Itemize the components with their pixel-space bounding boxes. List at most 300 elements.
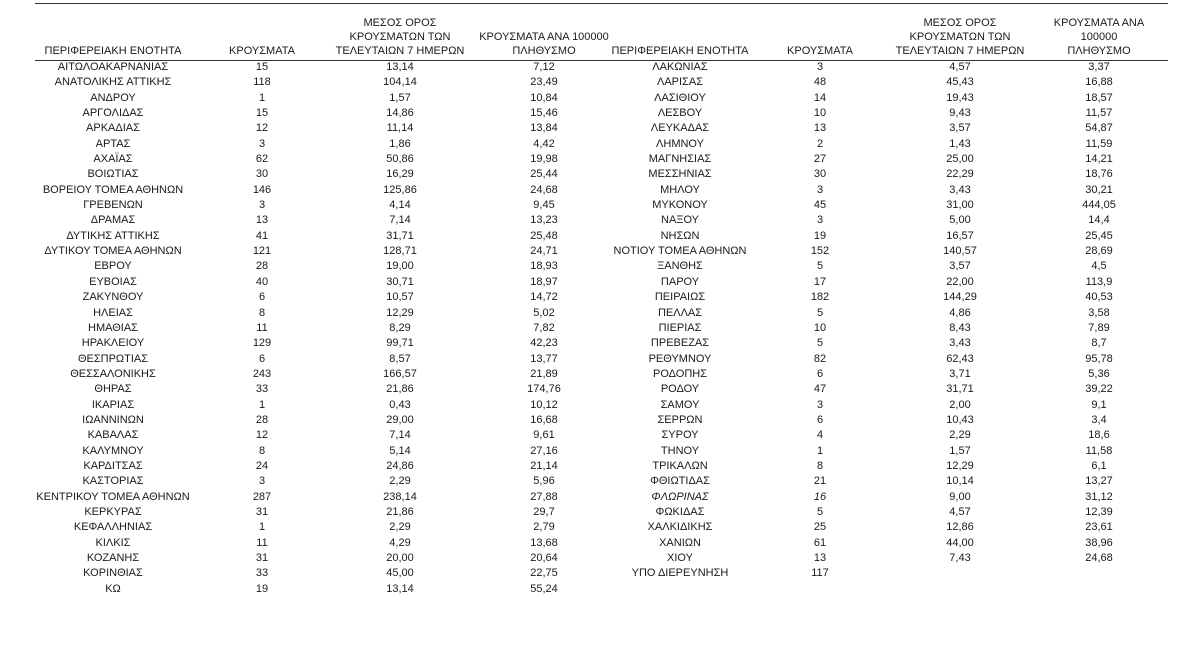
cell-avg7: 5,00 <box>949 214 971 227</box>
cell-avg7: 104,14 <box>383 76 417 89</box>
cell-per100k: 22,75 <box>530 567 558 580</box>
cell-per100k: 13,84 <box>530 122 558 135</box>
cell-avg7: 128,71 <box>383 245 417 258</box>
cell-per100k: 24,68 <box>1085 552 1113 564</box>
cell-region: ΡΕΘΥΜΝΟΥ <box>648 352 712 365</box>
cell-region: ΤΗΝΟΥ <box>660 444 700 457</box>
cell-avg7: 7,43 <box>949 552 971 564</box>
cell-cases: 19 <box>255 582 269 595</box>
cell-per100k: 23,49 <box>530 76 558 89</box>
table-row <box>605 75 1163 90</box>
cell-per100k: 21,89 <box>530 367 558 380</box>
cell-region: ΛΕΣΒΟΥ <box>657 107 703 120</box>
cell-avg7: 44,00 <box>946 536 974 549</box>
cell-avg7: 4,57 <box>949 61 971 73</box>
left-rows <box>35 60 621 597</box>
cell-cases: 117 <box>811 567 829 580</box>
cell-cases: 10 <box>813 321 827 334</box>
cell-region: ΣΥΡΟΥ <box>661 429 699 442</box>
header-avg7: ΜΕΣΟΣ ΟΡΟΣ ΚΡΟΥΣΜΑΤΩΝ ΤΩΝ ΤΕΛΕΥΤΑΙΩΝ 7 ΗΜΕΡΩΝ <box>895 17 1025 57</box>
cell-per100k: 11,59 <box>1085 137 1113 150</box>
cell-cases: 3 <box>816 214 824 227</box>
cell-avg7: 8,57 <box>389 352 411 365</box>
cell-per100k: 27,16 <box>530 444 558 457</box>
table-row <box>35 183 621 198</box>
cell-avg7: 4,29 <box>389 536 411 549</box>
cell-per100k: 10,84 <box>530 91 558 104</box>
table-row <box>605 520 1163 535</box>
cell-region: ΠΕΛΛΑΣ <box>657 306 703 319</box>
table-row <box>605 459 1163 474</box>
cell-cases: 28 <box>255 413 269 426</box>
cell-cases: 15 <box>255 107 269 120</box>
cell-cases: 8 <box>816 459 824 472</box>
cell-region: ΒΟΙΩΤΙΑΣ <box>87 168 139 181</box>
cell-region: ΑΡΚΑΔΙΑΣ <box>86 122 140 135</box>
table-row <box>35 352 621 367</box>
cell-cases: 61 <box>813 536 827 549</box>
table-row <box>35 536 621 551</box>
cell-cases: 82 <box>813 352 827 365</box>
cell-region: ΕΥΒΟΙΑΣ <box>89 275 137 288</box>
cell-cases: 62 <box>255 153 269 166</box>
cell-cases: 11 <box>256 536 268 549</box>
header-region: ΠΕΡΙΦΕΡΕΙΑΚΗ ΕΝΟΤΗΤΑ <box>44 45 182 57</box>
cell-avg7: 62,43 <box>946 352 974 365</box>
cell-avg7: 22,00 <box>946 275 974 288</box>
cell-per100k: 14,4 <box>1088 214 1110 227</box>
cell-region: ΤΡΙΚΑΛΩΝ <box>652 459 708 472</box>
cell-region: ΛΗΜΝΟΥ <box>656 137 704 150</box>
cell-avg7: 8,43 <box>949 321 971 334</box>
cell-avg7: 4,86 <box>949 306 971 319</box>
header-cases: ΚΡΟΥΣΜΑΤΑ <box>229 45 295 57</box>
cell-cases: 129 <box>252 337 272 350</box>
cell-avg7: 2,00 <box>949 398 971 411</box>
cell-avg7: 30,71 <box>386 275 414 288</box>
cell-region: ΞΑΝΘΗΣ <box>657 260 703 273</box>
cell-per100k: 24,68 <box>530 183 558 196</box>
cell-region: ΡΟΔΟΥ <box>660 383 700 396</box>
table-row <box>35 244 621 259</box>
cell-region: ΧΑΛΚΙΔΙΚΗΣ <box>647 521 713 534</box>
cell-region: ΚΑΣΤΟΡΙΑΣ <box>82 475 144 488</box>
cell-cases: 40 <box>255 275 269 288</box>
cell-per100k: 25,48 <box>530 229 558 242</box>
cell-cases: 5 <box>816 505 824 518</box>
cell-avg7: 45,00 <box>386 567 414 580</box>
cell-per100k: 5,96 <box>533 475 555 488</box>
cell-avg7: 19,00 <box>386 260 414 273</box>
cell-cases: 6 <box>258 291 266 304</box>
cell-per100k: 9,61 <box>533 429 555 442</box>
cell-avg7: 7,14 <box>389 429 411 442</box>
cell-cases: 3 <box>816 183 824 196</box>
right-rows <box>605 60 1163 582</box>
cell-cases: 28 <box>255 260 269 273</box>
cell-region: ΒΟΡΕΙΟΥ ΤΟΜΕΑ ΑΘΗΝΩΝ <box>42 183 184 196</box>
cell-region: ΚΑΛΥΜΝΟΥ <box>82 444 144 457</box>
cell-avg7: 3,43 <box>949 183 971 196</box>
cell-avg7: 8,29 <box>389 321 411 334</box>
table-row <box>605 229 1163 244</box>
header-avg7: ΜΕΣΟΣ ΟΡΟΣ ΚΡΟΥΣΜΑΤΩΝ ΤΩΝ ΤΕΛΕΥΤΑΙΩΝ 7 ΗΜΕΡΩΝ <box>335 17 465 57</box>
cell-per100k: 42,23 <box>530 337 558 350</box>
cell-per100k: 9,1 <box>1091 398 1107 411</box>
table-row <box>605 336 1163 351</box>
cell-avg7: 99,71 <box>386 337 414 350</box>
cell-avg7: 45,43 <box>946 76 974 89</box>
cell-cases: 25 <box>813 521 827 534</box>
table-row <box>35 60 621 75</box>
table-row <box>35 428 621 443</box>
table-row <box>605 398 1163 413</box>
cell-per100k: 24,71 <box>530 245 558 258</box>
cell-per100k: 31,12 <box>1085 490 1113 503</box>
cell-per100k: 13,27 <box>1085 475 1113 488</box>
cell-cases: 3 <box>258 475 266 488</box>
cell-avg7: 14,86 <box>386 107 414 120</box>
cell-region: ΖΑΚΥΝΘΟΥ <box>82 291 144 304</box>
table-row <box>605 213 1163 228</box>
cell-region: ΗΛΕΙΑΣ <box>93 306 133 319</box>
table-row <box>35 444 621 459</box>
cell-per100k: 5,02 <box>533 306 555 319</box>
cell-avg7: 9,43 <box>949 107 971 120</box>
cell-per100k: 18,57 <box>1085 91 1113 104</box>
cell-cases: 3 <box>258 199 266 212</box>
cell-cases: 45 <box>813 199 827 212</box>
cell-cases: 48 <box>813 76 827 89</box>
cell-cases: 5 <box>816 306 824 319</box>
cell-cases: 1 <box>258 398 266 411</box>
table-row <box>605 244 1163 259</box>
cell-avg7: 144,29 <box>943 291 977 304</box>
cell-region: ΠΑΡΟΥ <box>660 275 700 288</box>
table-row <box>35 275 621 290</box>
cell-avg7: 21,86 <box>386 383 414 396</box>
cell-per100k: 38,96 <box>1085 536 1113 549</box>
cell-region: ΚΑΒΑΛΑΣ <box>87 429 139 442</box>
cell-per100k: 7,82 <box>533 321 555 334</box>
cell-region: ΑΡΤΑΣ <box>95 137 131 150</box>
table-row <box>605 352 1163 367</box>
cell-avg7: 166,57 <box>383 367 417 380</box>
cell-avg7: 0,43 <box>389 398 411 411</box>
right-header-row <box>605 8 1163 60</box>
cell-avg7: 3,57 <box>949 122 971 135</box>
cell-per100k: 174,76 <box>527 383 561 396</box>
table-row <box>35 551 621 566</box>
cell-per100k: 4,5 <box>1091 260 1107 273</box>
cell-cases: 3 <box>816 398 824 411</box>
cell-per100k: 11,57 <box>1085 107 1113 120</box>
cell-region: ΧΑΝΙΩΝ <box>659 536 701 549</box>
cell-per100k: 40,53 <box>1085 291 1113 304</box>
cell-cases: 24 <box>255 459 269 472</box>
cell-per100k: 18,93 <box>530 260 558 273</box>
cell-region: ΙΚΑΡΙΑΣ <box>91 398 135 411</box>
cell-avg7: 20,00 <box>386 552 414 564</box>
table-row <box>35 459 621 474</box>
cell-avg7: 3,43 <box>949 337 971 350</box>
cell-cases: 1 <box>258 521 266 534</box>
cell-avg7: 1,57 <box>389 91 411 104</box>
cell-avg7: 12,29 <box>386 306 414 319</box>
table-row <box>35 505 621 520</box>
table-row <box>35 91 621 106</box>
table-row <box>605 428 1163 443</box>
cell-region: ΝΗΣΩΝ <box>660 229 700 242</box>
table-row <box>35 75 621 90</box>
cell-per100k: 8,7 <box>1091 337 1107 350</box>
cell-cases: 13 <box>813 552 827 564</box>
cell-region: ΧΙΟΥ <box>667 552 693 564</box>
cell-per100k: 9,45 <box>533 199 555 212</box>
cell-cases: 6 <box>816 413 824 426</box>
cell-region: ΚΕΝΤΡΙΚΟΥ ΤΟΜΕΑ ΑΘΗΝΩΝ <box>36 490 190 503</box>
cell-per100k: 28,69 <box>1085 245 1113 258</box>
cell-avg7: 238,14 <box>383 490 417 503</box>
cell-cases: 30 <box>813 168 827 181</box>
table-row <box>605 183 1163 198</box>
table-row <box>605 152 1163 167</box>
table-row <box>605 290 1163 305</box>
cell-avg7: 13,14 <box>386 61 414 73</box>
cell-cases: 10 <box>813 107 827 120</box>
cell-avg7: 4,14 <box>389 199 411 212</box>
table-row <box>605 275 1163 290</box>
cell-per100k: 95,78 <box>1085 352 1113 365</box>
cell-per100k: 113,9 <box>1085 275 1113 288</box>
cell-avg7: 25,00 <box>946 153 974 166</box>
cell-cases: 21 <box>813 475 827 488</box>
cell-per100k: 29,7 <box>533 505 555 518</box>
cell-cases: 27 <box>813 153 827 166</box>
cell-region: ΗΜΑΘΙΑΣ <box>88 321 138 334</box>
cell-cases: 12 <box>255 429 269 442</box>
table-row <box>35 167 621 182</box>
cell-per100k: 13,68 <box>530 536 558 549</box>
table-row <box>35 152 621 167</box>
cell-per100k: 20,64 <box>530 552 558 564</box>
cell-per100k: 19,98 <box>530 153 558 166</box>
cell-avg7: 31,71 <box>946 383 974 396</box>
cell-region: ΚΩ <box>105 582 121 595</box>
cell-per100k: 7,12 <box>533 61 555 73</box>
table-row <box>35 520 621 535</box>
cell-avg7: 16,57 <box>946 229 974 242</box>
table-row <box>605 121 1163 136</box>
cell-cases: 3 <box>816 61 824 73</box>
cell-region: ΕΒΡΟΥ <box>94 260 132 273</box>
cell-cases: 8 <box>258 444 266 457</box>
cell-per100k: 2,79 <box>533 521 555 534</box>
table-row <box>605 91 1163 106</box>
cell-avg7: 9,00 <box>949 490 971 503</box>
cell-region: ΔΥΤΙΚΗΣ ΑΤΤΙΚΗΣ <box>66 229 160 242</box>
cell-region: ΚΕΦΑΛΛΗΝΙΑΣ <box>73 521 153 534</box>
cell-cases: 15 <box>255 61 269 73</box>
cell-region: ΑΙΤΩΛΟΑΚΑΡΝΑΝΙΑΣ <box>57 61 169 73</box>
cell-per100k: 3,37 <box>1088 61 1110 73</box>
table-row <box>605 306 1163 321</box>
cell-cases: 31 <box>255 552 269 564</box>
table-row <box>605 137 1163 152</box>
table-row <box>605 413 1163 428</box>
table-row <box>605 474 1163 489</box>
cell-avg7: 50,86 <box>386 153 414 166</box>
cell-avg7: 1,43 <box>949 137 971 150</box>
cell-per100k: 444,05 <box>1082 199 1116 212</box>
cell-per100k: 3,58 <box>1088 306 1110 319</box>
cell-cases: 5 <box>816 260 824 273</box>
cell-per100k: 15,46 <box>530 107 558 120</box>
cell-per100k: 18,6 <box>1088 429 1110 442</box>
cell-cases: 182 <box>810 291 830 304</box>
cell-cases: 3 <box>258 137 266 150</box>
cell-cases: 12 <box>255 122 269 135</box>
cell-avg7: 10,14 <box>946 475 974 488</box>
table-row <box>605 490 1163 505</box>
table-row <box>35 306 621 321</box>
cell-per100k: 11,58 <box>1085 444 1113 457</box>
table-row <box>605 167 1163 182</box>
cell-region: ΛΕΥΚΑΔΑΣ <box>650 122 710 135</box>
cell-per100k: 13,23 <box>530 214 558 227</box>
cell-region: ΣΑΜΟΥ <box>660 398 700 411</box>
cell-per100k: 54,87 <box>1085 122 1113 135</box>
table-row <box>35 474 621 489</box>
cell-avg7: 2,29 <box>389 521 411 534</box>
table-row <box>35 413 621 428</box>
cell-avg7: 7,14 <box>389 214 411 227</box>
cell-cases: 47 <box>813 383 827 396</box>
cell-cases: 146 <box>252 183 272 196</box>
cell-per100k: 4,42 <box>533 137 555 150</box>
cell-avg7: 1,86 <box>389 137 411 150</box>
cell-per100k: 18,97 <box>530 275 558 288</box>
cell-avg7: 2,29 <box>949 429 971 442</box>
cell-region: ΛΑΡΙΣΑΣ <box>656 76 703 89</box>
cell-cases: 2 <box>816 137 824 150</box>
table-row <box>35 198 621 213</box>
table-row <box>35 566 621 581</box>
table-row <box>35 121 621 136</box>
cell-region: ΑΝΔΡΟΥ <box>90 91 136 104</box>
cell-region: ΦΩΚΙΔΑΣ <box>655 505 705 518</box>
cell-avg7: 2,29 <box>389 475 411 488</box>
cell-per100k: 55,24 <box>530 582 558 595</box>
cell-avg7: 31,00 <box>946 199 974 212</box>
cell-per100k: 6,1 <box>1091 459 1107 472</box>
cell-region: ΔΥΤΙΚΟΥ ΤΟΜΕΑ ΑΘΗΝΩΝ <box>44 245 182 258</box>
cell-avg7: 31,71 <box>386 229 414 242</box>
cell-per100k: 30,21 <box>1085 183 1113 196</box>
table-row <box>35 398 621 413</box>
cell-cases: 17 <box>813 275 827 288</box>
cell-avg7: 16,29 <box>386 168 414 181</box>
table-row <box>605 444 1163 459</box>
cell-per100k: 25,45 <box>1085 229 1113 242</box>
cell-region: ΦΘΙΩΤΙΔΑΣ <box>650 475 710 488</box>
cell-avg7: 140,57 <box>943 245 977 258</box>
cell-cases: 19 <box>813 229 827 242</box>
cell-region: ΠΡΕΒΕΖΑΣ <box>650 337 710 350</box>
cell-per100k: 16,88 <box>1085 76 1113 89</box>
cell-avg7: 11,14 <box>386 122 414 135</box>
cell-region: ΑΝΑΤΟΛΙΚΗΣ ΑΤΤΙΚΗΣ <box>54 76 172 89</box>
table-row <box>605 106 1163 121</box>
cell-cases: 6 <box>816 367 824 380</box>
cell-per100k: 39,22 <box>1085 383 1113 396</box>
table-row <box>605 566 1163 581</box>
cell-avg7: 13,14 <box>386 582 414 595</box>
cell-region: ΗΡΑΚΛΕΙΟΥ <box>81 337 145 350</box>
cell-cases: 31 <box>255 505 269 518</box>
cell-avg7: 12,86 <box>946 521 974 534</box>
header-per100k: ΚΡΟΥΣΜΑΤΑ ΑΝΑ 100000 ΠΛΗΘΥΣΜΟ <box>479 31 609 57</box>
cell-avg7: 1,57 <box>949 444 971 457</box>
cell-region: ΦΛΩΡΙΝΑΣ <box>651 490 709 503</box>
table-row <box>35 382 621 397</box>
cell-cases: 33 <box>255 383 269 396</box>
table-row <box>35 367 621 382</box>
cell-avg7: 29,00 <box>386 413 414 426</box>
cell-region: ΘΕΣΠΡΩΤΙΑΣ <box>77 352 149 365</box>
cell-region: ΚΕΡΚΥΡΑΣ <box>84 505 142 518</box>
cell-per100k: 7,89 <box>1088 321 1110 334</box>
cell-region: ΛΑΣΙΘΙΟΥ <box>654 91 706 104</box>
cell-region: ΝΟΤΙΟΥ ΤΟΜΕΑ ΑΘΗΝΩΝ <box>613 245 747 258</box>
cell-avg7: 12,29 <box>946 459 974 472</box>
cell-cases: 152 <box>810 245 830 258</box>
cell-region: ΓΡΕΒΕΝΩΝ <box>83 199 143 212</box>
cell-cases: 5 <box>816 337 824 350</box>
cell-region: ΑΡΓΟΛΙΔΑΣ <box>82 107 144 120</box>
cell-region: ΥΠΟ ΔΙΕΡΕΥΝΗΣΗ <box>631 567 729 580</box>
cell-avg7: 10,57 <box>386 291 414 304</box>
cell-region: ΣΕΡΡΩΝ <box>657 413 703 426</box>
cell-per100k <box>1035 566 1163 581</box>
cell-region: ΑΧΑΪΑΣ <box>93 153 133 166</box>
cell-region: ΚΟΖΑΝΗΣ <box>86 552 140 564</box>
cell-avg7: 5,14 <box>389 444 411 457</box>
cell-cases: 1 <box>258 91 266 104</box>
cell-region: ΜΕΣΣΗΝΙΑΣ <box>648 168 712 181</box>
table-row <box>605 367 1163 382</box>
cell-region: ΜΥΚΟΝΟΥ <box>652 199 708 212</box>
cell-avg7: 19,43 <box>946 91 974 104</box>
cell-region: ΜΗΛΟΥ <box>660 183 700 196</box>
cell-cases: 8 <box>258 306 266 319</box>
cell-region: ΔΡΑΜΑΣ <box>90 214 136 227</box>
table-row <box>35 321 621 336</box>
cell-region: ΡΟΔΟΠΗΣ <box>652 367 708 380</box>
cell-region: ΙΩΑΝΝΙΝΩΝ <box>82 413 144 426</box>
table-row <box>35 229 621 244</box>
cell-per100k: 5,36 <box>1088 367 1110 380</box>
cell-cases: 14 <box>813 91 827 104</box>
cell-avg7: 22,29 <box>946 168 974 181</box>
cell-per100k: 3,4 <box>1091 413 1107 426</box>
cell-per100k: 18,76 <box>1085 168 1113 181</box>
cell-per100k: 21,14 <box>530 459 558 472</box>
cell-region: ΠΙΕΡΙΑΣ <box>658 321 702 334</box>
cell-region: ΘΗΡΑΣ <box>94 383 132 396</box>
table-row <box>35 259 621 274</box>
cell-avg7: 4,57 <box>949 505 971 518</box>
